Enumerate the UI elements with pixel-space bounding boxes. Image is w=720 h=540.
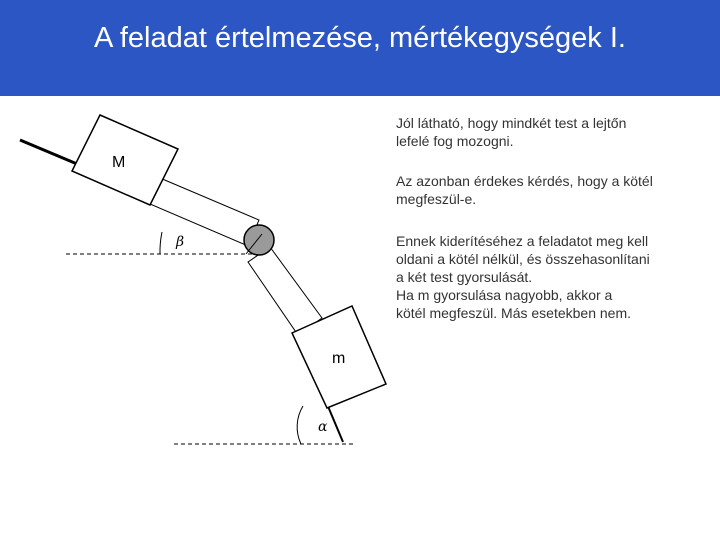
label-m: m (332, 350, 346, 367)
label-beta: β (176, 234, 185, 250)
paragraph-motion: Jól látható, hogy mindkét test a lejtőn lefelé fog mozogni. (396, 115, 627, 149)
paragraph-question: Az azonban érdekes kérdés, hogy a kötél megfeszül-e. (396, 173, 653, 207)
label-M: M (112, 154, 126, 171)
slide-title: A feladat értelmezése, mértékegységek I. (94, 22, 626, 54)
label-alpha: α (318, 419, 328, 435)
angle-arc-alpha (297, 406, 303, 444)
rope-upper (150, 178, 259, 246)
rope-lower (248, 247, 322, 335)
angle-arc-beta (160, 232, 162, 254)
paragraph-method: Ennek kiderítéséhez a feladatot meg kell oldani a kötél nélkül, és összehasonlítani a két test gyorsulását. Ha m gyorsulása nagyobb, akkor a kötél megfeszül. Más esetekben nem. (396, 233, 650, 321)
